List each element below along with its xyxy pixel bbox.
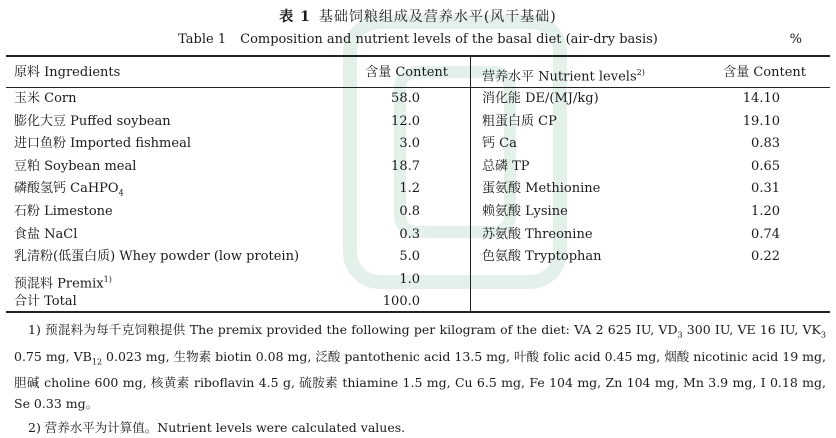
table-title-chinese [0,6,836,26]
nutrient-name: 苏氨酸 Threonine [482,226,593,242]
table-notes [14,319,826,438]
ingredient-name: 豆粕 Soybean meal [14,158,137,174]
ingredient-value: 100.0 [382,294,420,310]
footnote-1 [14,319,826,414]
nutrient-name: 色氨酸 Tryptophan [482,249,602,265]
footnote-1-part-a: 1) 预混料为每千克饲粮提供 The premix provided the following per kilogram of the diet: VA 2 625 IU, VD [28,322,678,337]
ingredient-name: 石粉 Limestone [14,203,113,219]
ingredient-name: 玉米 Corn [14,91,77,106]
ingredient-value: 0.8 [399,203,420,219]
header-nutrients-sup: 2) [636,68,645,77]
header-content-left: 含量 Content [365,65,448,80]
ingredient-superscript: 1) [103,274,112,284]
ingredient-name: 乳清粉(低蛋白质) Whey powder (low protein) [14,249,300,265]
nutrient-name: 蛋氨酸 Methionine [482,181,601,197]
table-top-rule [6,55,830,57]
ingredient-name: 食盐 NaCl [14,226,78,242]
nutrient-value: 0.74 [751,226,780,242]
nutrient-value: 14.10 [742,91,780,106]
header-ingredients: 原料 Ingredients [14,65,121,80]
header-content-right: 含量 Content [723,65,806,80]
ingredient-value: 18.7 [391,158,420,174]
table-row [0,224,836,247]
ingredient-name: 膨化大豆 Puffed soybean [14,113,171,129]
header-nutrients [482,62,645,89]
table-row [0,269,470,292]
nutrient-name: 钙 Ca [482,136,517,152]
nutrient-value: 1.20 [751,203,780,219]
table-title-cn-text: 基础饲粮组成及营养水平(风干基础) [318,9,557,25]
ingredient-name-text: 磷酸氢钙 CaHPO [14,181,119,197]
ingredient-name-text: 预混料 Premix [14,276,104,292]
ingredient-value: 1.2 [399,181,420,197]
footnote-1-sub-2: 3 [820,330,826,340]
ingredient-value: 1.0 [399,271,420,287]
footnote-1-part-c: 0.75 mg, VB [14,348,92,364]
nutrient-value: 0.22 [751,249,780,265]
ingredient-value: 3.0 [399,136,420,152]
ingredient-name: 进口鱼粉 Imported fishmeal [14,136,191,152]
ingredient-value: 0.3 [399,226,420,242]
nutrient-value: 0.31 [751,181,780,197]
footnote-1-part-b: 300 IU, VE 16 IU, VK [682,322,821,337]
ingredient-value: 58.0 [391,91,420,106]
nutrient-name: 赖氨酸 Lysine [482,203,568,219]
table-row [0,88,836,111]
nutrient-name: 总磷 TP [482,158,530,174]
nutrient-value: 0.83 [751,136,780,152]
header-nutrients-text: 营养水平 Nutrient levels [482,69,637,85]
ingredient-name: 合计 Total [14,294,77,310]
footnote-1-sub-1: 3 [677,330,683,340]
ingredient-value: 5.0 [399,249,420,265]
table-row [0,291,470,314]
table-title-en-text: Composition and nutrient levels of the basal diet (air-dry basis) [240,32,658,47]
table-row [0,133,836,156]
table-row [0,178,836,201]
table-title-english [0,32,836,47]
ingredient-subscript: 4 [118,188,124,198]
footnote-1-sub-3: 12 [91,357,103,366]
footnote-2: 2) 营养水平为计算值。Nutrient levels were calculated values. [28,420,406,435]
nutrient-value: 19.10 [742,113,780,129]
nutrient-name: 消化能 DE/(MJ/kg) [482,91,599,106]
table-row [0,201,836,224]
table-label-en: Table 1 [178,32,227,47]
table-row [0,246,836,269]
nutrient-name: 粗蛋白质 CP [482,113,557,129]
table-row [0,156,836,179]
nutrients-rows [0,88,836,269]
unit-label: % [789,32,802,47]
nutrient-value: 0.65 [751,158,780,174]
table-label-cn: 表 1 [279,9,311,25]
ingredient-value: 12.0 [391,113,420,129]
footnote-1-part-d: 0.023 mg, 生物素 biotin 0.08 mg, 泛酸 pantothenic acid 13.5 mg, 叶酸 folic acid 0.45 mg, 烟酸 nicotinic acid 19 mg, 胆碱 choline 600 mg, 核黄素 riboflavin 4.5 g, 硫胺素 thiamine 1.5 mg, Cu 6.5 mg, Fe 104 mg, Zn 104 mg, Mn 3.9 mg, I 0.18 mg, Se 0.33 mg。 [14,348,827,411]
table-row [0,111,836,134]
